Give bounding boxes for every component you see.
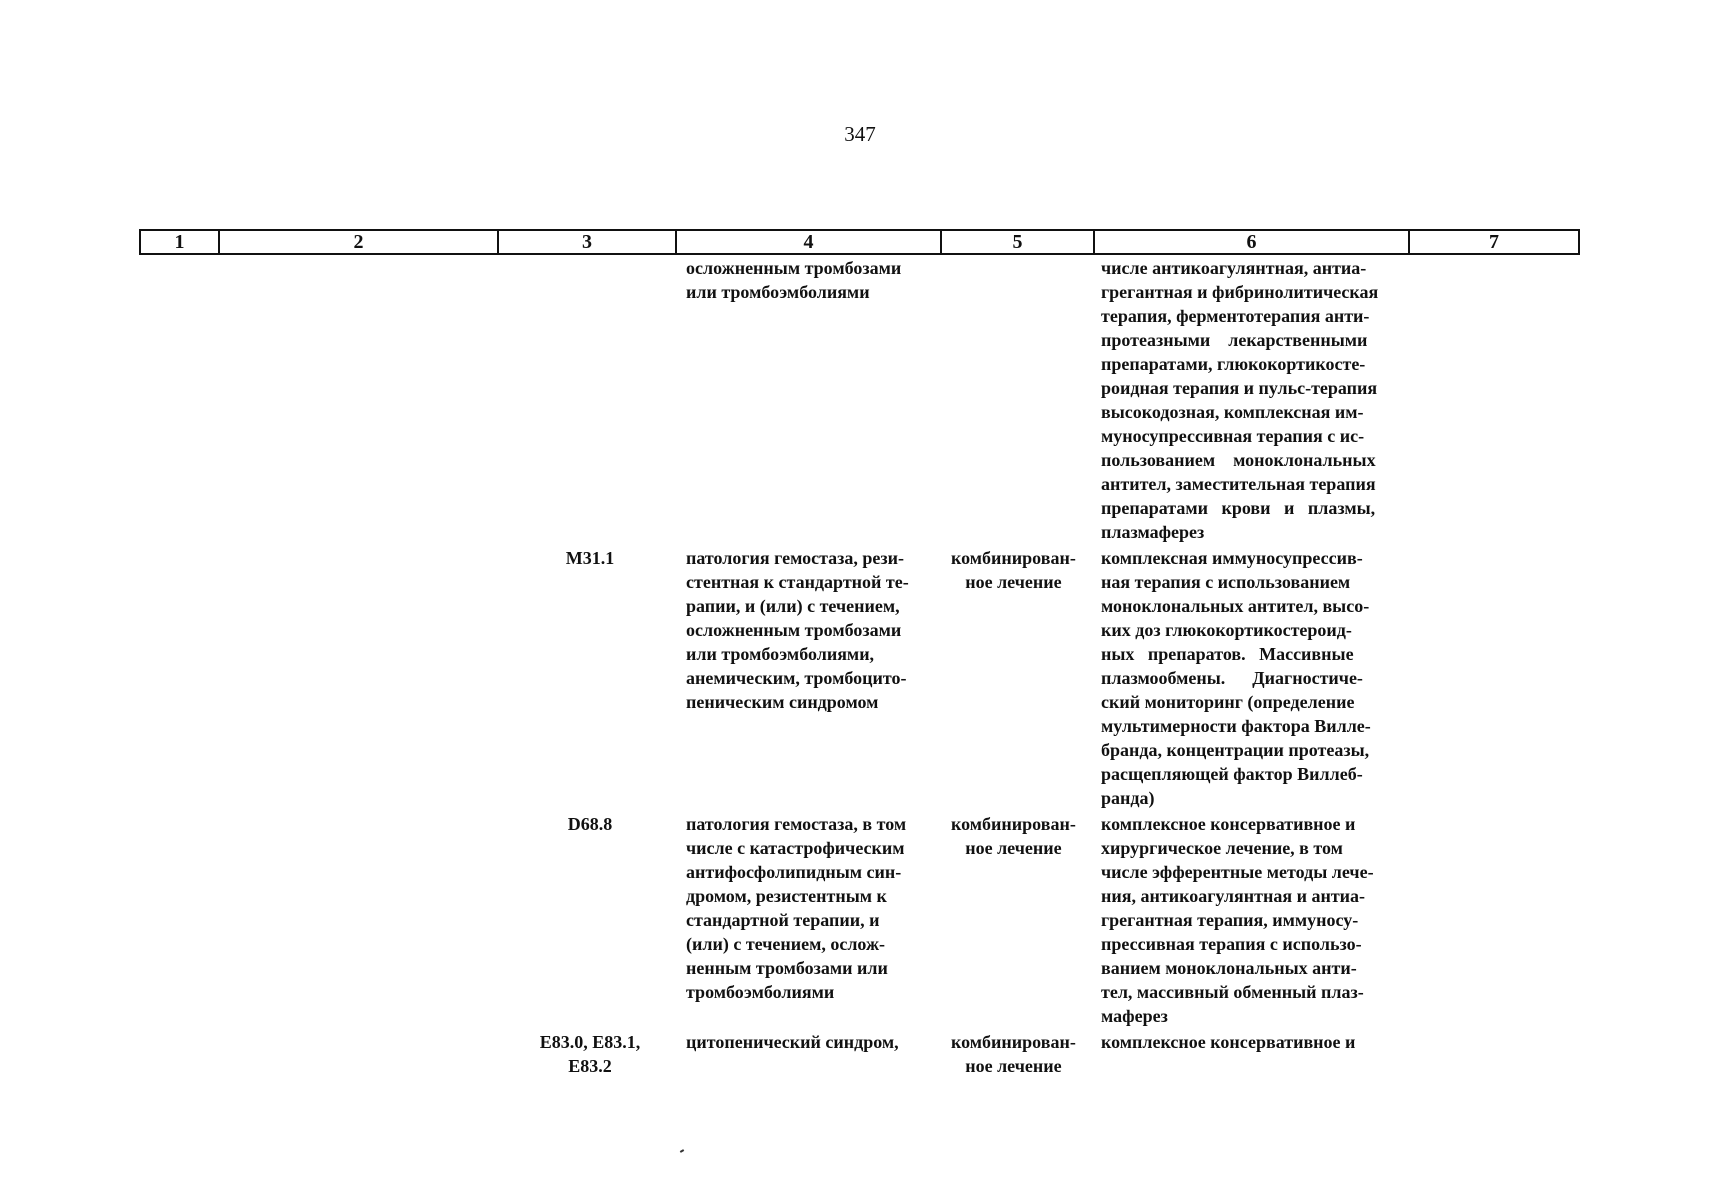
row-3-treatment-type: комбинирован- ное лечение [951,814,1076,858]
row-2-method: комплексная иммуносупрессив- ная терапия с использованием моноклональных антител, высо- ких доз глюкокортикостероид- ных препаратов. Массивные плазмообмены. Диагностиче- ский мониторинг (определение мультимерности фактора Вилле- бранда, концентрации протеазы, расщепляющей фактор Виллеб- ранда) [1101,548,1371,808]
row-2-treatment-type: комбинирован- ное лечение [951,548,1076,592]
row-1-diagnosis: осложненным тромбозами или тромбоэмболиями [686,258,902,302]
row-2-diagnosis: патология гемостаза, рези- стентная к стандартной те- рапии, и (или) с течением, осложненным тромбозами или тромбоэмболиями, анемическим, тромбоцито- пеническим синдромом [686,548,909,712]
page-number: 347 [844,122,876,146]
header-cell-2: 2 [220,231,499,253]
header-cell-4: 4 [677,231,942,253]
header-cell-6: 6 [1095,231,1410,253]
header-cell-7: 7 [1489,231,1499,253]
row-3-diagnosis: патология гемостаза, в том числе с катастрофическим антифосфолипидным син- дромом, резистентным к стандартной терапии, и (или) с течением, ослож- ненным тромбозами или тромбоэмболиями [686,814,907,1002]
header-cell-3: 3 [499,231,677,253]
scan-speck [680,1149,684,1153]
table-header-row [139,229,1580,255]
row-3-method: комплексное консервативное и хирургическое лечение, в том числе эфферентные методы лече- ния, антикоагулянтная и антиа- грегантная терапия, иммуносу- прессивная терапия с использо- ванием моноклональных анти- тел, массивный обменный плаз- маферез [1101,814,1374,1026]
row-4-method: комплексное консервативное и [1101,1032,1356,1052]
row-1-method: числе антикоагулянтная, антиа- грегантная и фибринолитическая терапия, ферментотерапия анти- протеазными лекарственными препаратами, глюкокортикосте- роидная терапия и пульс-терапия высокодозная, комплексная им- муносупрессивная терапия с ис- пользованием моноклональных антител, заместительная терапия препаратами крови и плазмы, плазмаферез [1101,258,1379,542]
row-2-code: M31.1 [565,548,615,568]
row-3-code: D68.8 [567,814,613,834]
header-cell-5: 5 [942,231,1095,253]
row-4-treatment-type: комбинирован- ное лечение [951,1032,1076,1076]
row-4-diagnosis: цитопенический синдром, [686,1032,899,1052]
row-4-code: E83.0, E83.1, E83.2 [539,1032,641,1076]
header-cell-1: 1 [141,231,220,253]
